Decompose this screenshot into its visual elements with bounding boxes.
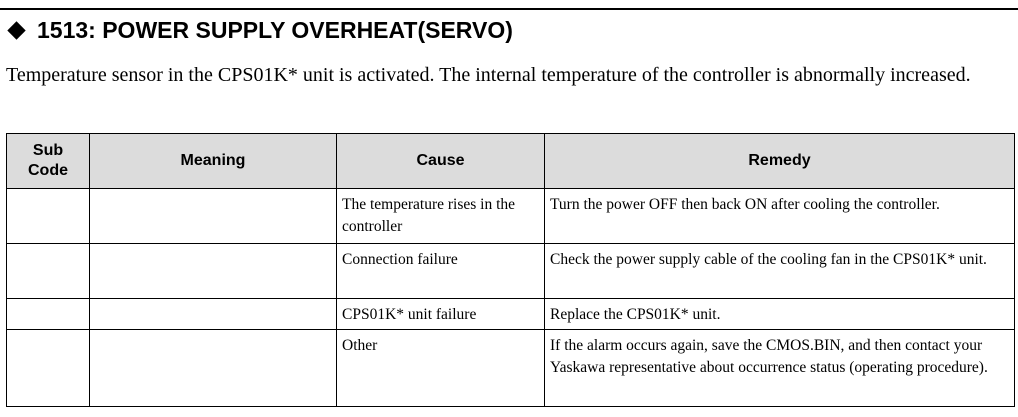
header-remedy: Remedy [545, 134, 1015, 189]
cell-remedy: Check the power supply cable of the cooling fan in the CPS01K* unit. [545, 244, 1015, 299]
table-header-row [7, 134, 1015, 189]
cell-cause: Connection failure [337, 244, 545, 299]
cell-cause: CPS01K* unit failure [337, 299, 545, 330]
alarm-title: 1513: POWER SUPPLY OVERHEAT(SERVO) [37, 17, 513, 43]
cell-sub-code [7, 330, 90, 407]
cell-cause: Other [337, 330, 545, 407]
cell-meaning [90, 330, 337, 407]
cell-sub-code [7, 299, 90, 330]
alarm-description: Temperature sensor in the CPS01K* unit is activated. The internal temperature of the controller is abnormally increased. [6, 64, 971, 86]
header-sub-code: Sub Code [7, 134, 90, 189]
cell-remedy: Turn the power OFF then back ON after cooling the controller. [545, 189, 1015, 244]
cell-meaning [90, 244, 337, 299]
table-row [7, 244, 1015, 299]
cell-sub-code [7, 189, 90, 244]
header-cause: Cause [337, 134, 545, 189]
table-row [7, 299, 1015, 330]
top-rule [0, 8, 1018, 10]
alarm-heading [8, 14, 513, 46]
cell-remedy: Replace the CPS01K* unit. [545, 299, 1015, 330]
cell-remedy: If the alarm occurs again, save the CMOS.BIN, and then contact your Yaskawa representative about occurrence status (operating procedure). [545, 330, 1015, 407]
cell-meaning [90, 189, 337, 244]
cell-sub-code [7, 244, 90, 299]
table-row [7, 189, 1015, 244]
alarm-table [6, 133, 1015, 407]
diamond-icon [7, 21, 25, 39]
table-row [7, 330, 1015, 407]
cell-cause: The temperature rises in the controller [337, 189, 545, 244]
cell-meaning [90, 299, 337, 330]
header-meaning: Meaning [90, 134, 337, 189]
